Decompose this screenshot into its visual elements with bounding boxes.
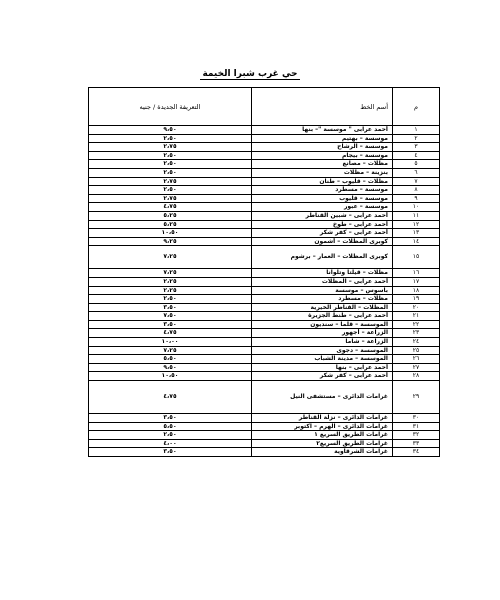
- row-line-name: الموسسة – دجوى: [252, 346, 393, 355]
- row-line-name: أحمد عرابى – كفر شكر: [252, 229, 393, 238]
- table-row: [89, 277, 440, 286]
- row-fare: ١٠،٥٠: [89, 229, 252, 238]
- row-line-name: أحمد عرابى " موسسة "– بنها: [252, 126, 393, 135]
- row-fare: ٥،٢٥: [89, 220, 252, 229]
- row-fare: ٥،٥٠: [89, 355, 252, 364]
- row-fare: ٤،٧٥: [89, 203, 252, 212]
- row-line-name: أحمد عرابى – بنها: [252, 363, 393, 372]
- row-number: ١١: [393, 211, 440, 220]
- table-row: [89, 134, 440, 143]
- row-line-name: الموسسة – قلما – سنديون: [252, 320, 393, 329]
- row-line-name: غرامات الدائرى – الهرم – اكتوبر: [252, 422, 393, 431]
- row-number: ٥: [393, 160, 440, 169]
- row-fare: ٧،٢٥: [89, 246, 252, 269]
- row-line-name: موسسة – بيجام: [252, 151, 393, 160]
- table-row: [89, 414, 440, 423]
- row-line-name: كوبرى المظلات – أشمون: [252, 237, 393, 246]
- fare-table: [88, 87, 440, 457]
- page-title: [0, 69, 500, 79]
- table-row: [89, 143, 440, 152]
- row-number: ٢: [393, 134, 440, 143]
- table-row: [89, 355, 440, 364]
- row-number: ٣٣: [393, 439, 440, 448]
- row-number: ٣١: [393, 422, 440, 431]
- row-line-name: الزراعة – شاما: [252, 338, 393, 347]
- row-line-name: مظلات – مصانع: [252, 160, 393, 169]
- table-row: [89, 320, 440, 329]
- row-fare: ٤،٧٥: [89, 381, 252, 414]
- row-number: ٢٩: [393, 381, 440, 414]
- row-fare: ٣،٥٠: [89, 320, 252, 329]
- table-header-row: [89, 88, 440, 126]
- row-fare: ٢،٥٠: [89, 295, 252, 304]
- row-fare: ١٠،٥٠: [89, 372, 252, 381]
- row-number: ١٧: [393, 277, 440, 286]
- row-line-name: أحمد عرابى – المظلات: [252, 277, 393, 286]
- row-line-name: باسوس – موسسة: [252, 286, 393, 295]
- row-fare: ٢،٧٥: [89, 177, 252, 186]
- table-row: [89, 220, 440, 229]
- table-row: [89, 237, 440, 246]
- row-fare: ٢،٥٠: [89, 160, 252, 169]
- table-row: [89, 168, 440, 177]
- row-fare: ٥،٢٥: [89, 211, 252, 220]
- table-row: [89, 186, 440, 195]
- row-fare: ٢،٥٠: [89, 168, 252, 177]
- table-row: [89, 422, 440, 431]
- row-number: ٢٦: [393, 355, 440, 364]
- row-fare: ٧،٥٠: [89, 312, 252, 321]
- row-fare: ٥،٥٠: [89, 422, 252, 431]
- row-number: ٨: [393, 186, 440, 195]
- row-number: ١٠: [393, 203, 440, 212]
- row-number: ٢٢: [393, 320, 440, 329]
- row-fare: ٣،٥٠: [89, 448, 252, 457]
- row-number: ٩: [393, 194, 440, 203]
- row-fare: ٧،٢٥: [89, 346, 252, 355]
- row-number: ٢٨: [393, 372, 440, 381]
- row-number: ٤: [393, 151, 440, 160]
- row-number: ١٤: [393, 237, 440, 246]
- table-row: [89, 160, 440, 169]
- table-row: [89, 229, 440, 238]
- row-fare: ٢،٥٠: [89, 151, 252, 160]
- row-number: ٢٠: [393, 303, 440, 312]
- row-number: ٣٢: [393, 431, 440, 440]
- table-row: [89, 448, 440, 457]
- row-line-name: مظلات – قيلتا وتلوانا: [252, 269, 393, 278]
- row-number: ١٥: [393, 246, 440, 269]
- table-row: [89, 286, 440, 295]
- table-row: [89, 303, 440, 312]
- table-row: [89, 126, 440, 135]
- row-fare: ٢،٢٥: [89, 277, 252, 286]
- header-new-fare: التعريفة الجديدة / جنيه: [89, 88, 252, 126]
- row-line-name: الموسسة – مدينة الشباب: [252, 355, 393, 364]
- row-number: ١٨: [393, 286, 440, 295]
- table-row: [89, 431, 440, 440]
- row-number: ٢٧: [393, 363, 440, 372]
- header-line-name: أسم الخط: [252, 88, 393, 126]
- table-row: [89, 372, 440, 381]
- row-line-name: أحمد عرابى – شبين القناطر: [252, 211, 393, 220]
- table-row: [89, 363, 440, 372]
- row-line-name: أحمد عرابى – طنط الجزيرة: [252, 312, 393, 321]
- header-number: م: [393, 88, 440, 126]
- row-number: ٣: [393, 143, 440, 152]
- row-line-name: المظلات – القناطر الخيرية: [252, 303, 393, 312]
- row-fare: ٣،٥٠: [89, 414, 252, 423]
- row-number: ٢٣: [393, 329, 440, 338]
- row-line-name: موسسة – مسطرد: [252, 186, 393, 195]
- row-fare: ٤،٧٥: [89, 329, 252, 338]
- row-number: ٦: [393, 168, 440, 177]
- table-row: [89, 329, 440, 338]
- row-number: ١٦: [393, 269, 440, 278]
- row-line-name: غرامات الدائرى – مستشفى النيل: [252, 381, 393, 414]
- row-line-name: غرامات الشرقاوية: [252, 448, 393, 457]
- row-fare: ٩،٥٠: [89, 363, 252, 372]
- table-row: [89, 312, 440, 321]
- row-line-name: بنزينة – مظلات: [252, 168, 393, 177]
- row-line-name: أحمد عرابى – طوخ: [252, 220, 393, 229]
- row-number: ١٩: [393, 295, 440, 304]
- row-line-name: مظلات – قليوب – طنان: [252, 177, 393, 186]
- row-number: ٢٤: [393, 338, 440, 347]
- row-fare: ٩،٥٠: [89, 126, 252, 135]
- row-number: ٢١: [393, 312, 440, 321]
- row-line-name: الزراعة – أجهور: [252, 329, 393, 338]
- table-row: [89, 338, 440, 347]
- row-fare: ٩،٢٥: [89, 237, 252, 246]
- row-line-name: موسسة – عبور: [252, 203, 393, 212]
- table-row: [89, 246, 440, 269]
- row-number: ١: [393, 126, 440, 135]
- row-number: ٢٥: [393, 346, 440, 355]
- table-row: [89, 177, 440, 186]
- row-line-name: غرامات الطريق السريع٢: [252, 439, 393, 448]
- table-row: [89, 346, 440, 355]
- row-number: ٧: [393, 177, 440, 186]
- row-line-name: مظلات – مسطرد: [252, 295, 393, 304]
- table-row: [89, 295, 440, 304]
- row-line-name: موسسة – الرشاح: [252, 143, 393, 152]
- table-row: [89, 151, 440, 160]
- table-row: [89, 439, 440, 448]
- row-number: ٣٤: [393, 448, 440, 457]
- row-number: ١٣: [393, 229, 440, 238]
- table-body: [89, 126, 440, 457]
- row-fare: ٢،٥٠: [89, 186, 252, 195]
- row-number: ١٢: [393, 220, 440, 229]
- table-row: [89, 194, 440, 203]
- row-fare: ٤،٠٠: [89, 439, 252, 448]
- table-row: [89, 203, 440, 212]
- table-row: [89, 381, 440, 414]
- row-fare: ٢،٧٥: [89, 194, 252, 203]
- table-row: [89, 211, 440, 220]
- row-fare: ٧،٢٥: [89, 269, 252, 278]
- row-line-name: موسسة – بهتيم: [252, 134, 393, 143]
- row-fare: ٢،٥٠: [89, 134, 252, 143]
- row-line-name: كوبرى المظلات – العمار – برشوم: [252, 246, 393, 269]
- row-line-name: غرامات الطريق السريع ١: [252, 431, 393, 440]
- row-line-name: أحمد عرابى – كفر شكر: [252, 372, 393, 381]
- row-fare: ٢،٧٥: [89, 143, 252, 152]
- row-line-name: غرامات الدائرى – نزلة القناطر: [252, 414, 393, 423]
- row-number: ٣٠: [393, 414, 440, 423]
- row-fare: ١٠،٠٠: [89, 338, 252, 347]
- table-row: [89, 269, 440, 278]
- row-fare: ٣،٥٠: [89, 303, 252, 312]
- row-fare: ٢،٢٥: [89, 286, 252, 295]
- row-fare: ٢،٥٠: [89, 431, 252, 440]
- row-line-name: موسسة – قليوب: [252, 194, 393, 203]
- page-title-text: حي غرب شبرا الخيمة: [202, 69, 298, 79]
